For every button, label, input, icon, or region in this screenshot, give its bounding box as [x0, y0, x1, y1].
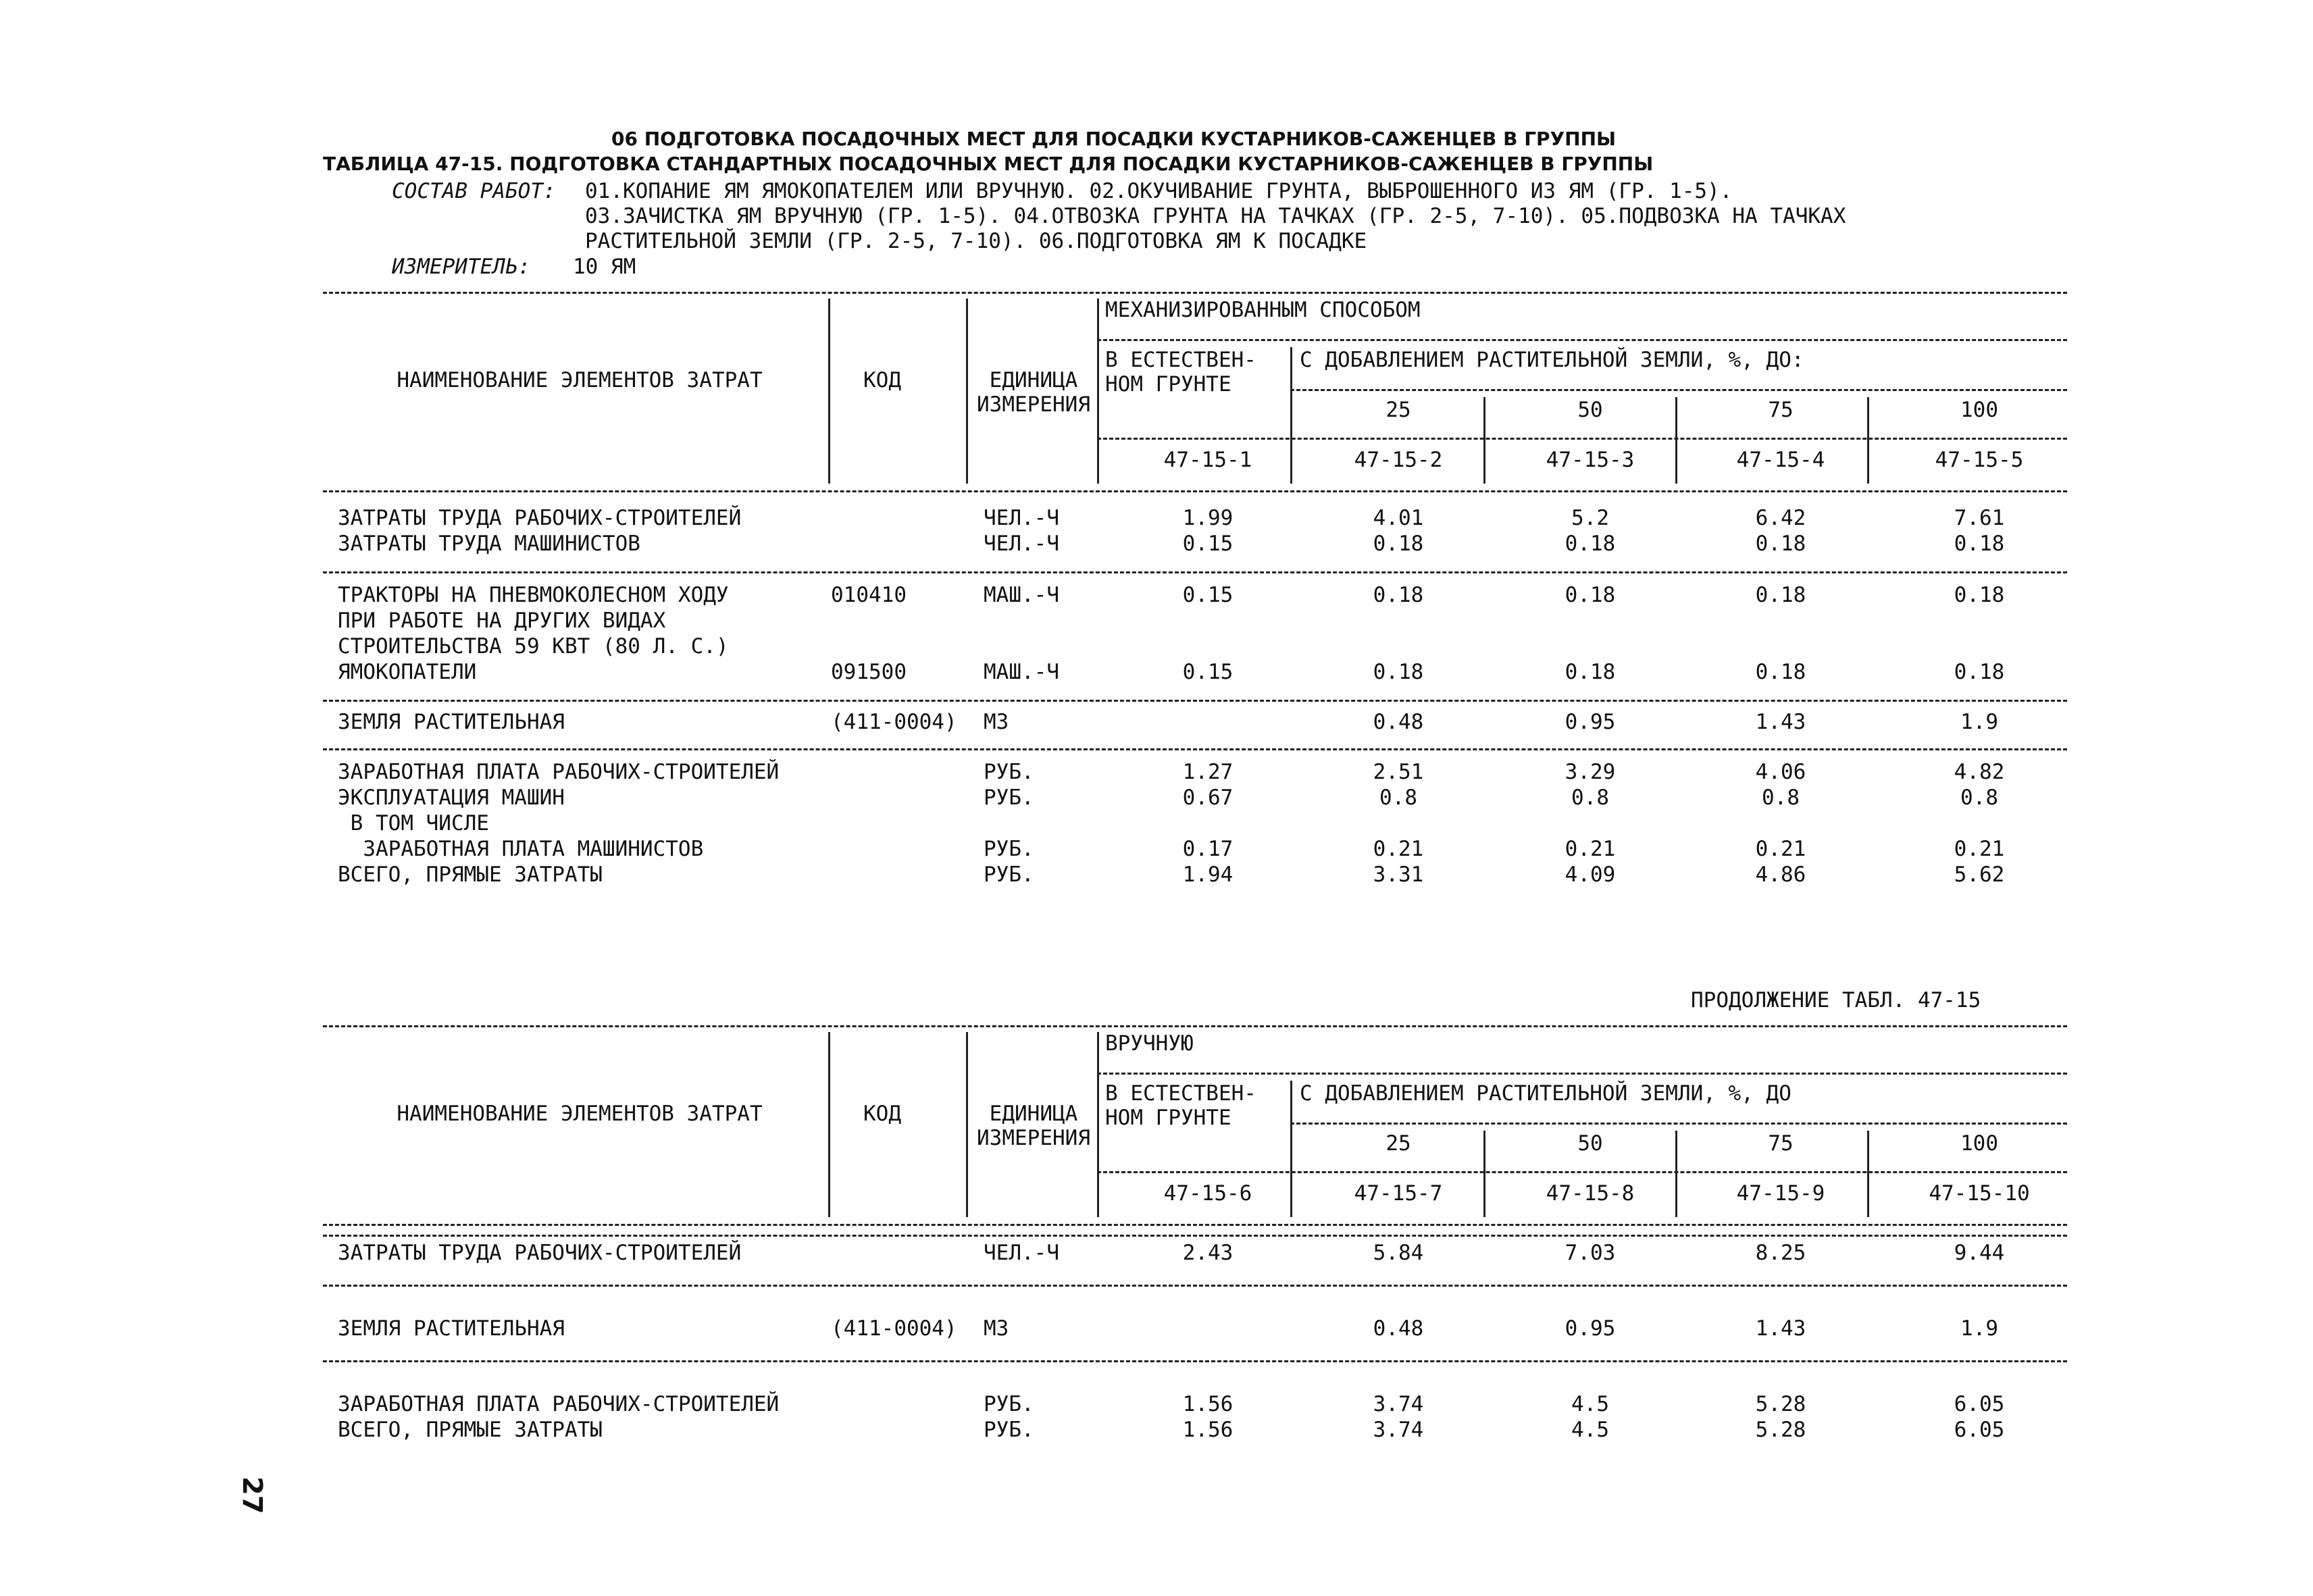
row-value: 0.15 — [1182, 583, 1234, 607]
row-value: 0.8 — [1960, 786, 1998, 810]
row-name: ЗАТРАТЫ ТРУДА МАШИНИСТОВ — [338, 532, 640, 556]
row-value: 1.43 — [1755, 710, 1806, 734]
column-divider — [828, 299, 830, 484]
row-name: ЗЕМЛЯ РАСТИТЕЛЬНАЯ — [338, 1316, 565, 1341]
header-method: МЕХАНИЗИРОВАННЫМ СПОСОБОМ — [1105, 298, 1421, 322]
header-unit-column-2: ИЗМЕРЕНИЯ — [977, 1126, 1090, 1150]
row-value: 7.03 — [1565, 1241, 1616, 1265]
row-value: 6.05 — [1954, 1392, 2005, 1416]
rule-line — [323, 1360, 2067, 1362]
row-value: 5.28 — [1755, 1392, 1806, 1416]
rule-line — [1097, 339, 2067, 341]
rule-line — [323, 571, 2067, 573]
rule-line — [323, 292, 2067, 294]
row-unit: МАШ.-Ч — [984, 583, 1059, 607]
rule-line — [323, 1224, 2067, 1226]
row-name: ЯМОКОПАТЕЛИ — [338, 660, 477, 684]
header-norm-code: 47-15-4 — [1736, 448, 1825, 472]
row-value: 9.44 — [1954, 1241, 2005, 1265]
header-norm-code: 47-15-2 — [1354, 448, 1443, 472]
rule-line — [1097, 438, 2067, 440]
row-value: 6.42 — [1755, 506, 1806, 530]
row-value: 0.18 — [1373, 583, 1424, 607]
row-value: 1.9 — [1960, 1316, 1998, 1341]
header-percent: 50 — [1577, 398, 1603, 422]
header-unit-column: ЕДИНИЦА — [989, 1102, 1078, 1126]
row-value: 0.15 — [1182, 532, 1234, 556]
row-value: 5.62 — [1954, 863, 2005, 887]
header-addition: С ДОБАВЛЕНИЕМ РАСТИТЕЛЬНОЙ ЗЕМЛИ, %, ДО — [1300, 1081, 1791, 1106]
header-percent: 75 — [1768, 398, 1794, 422]
row-code: 091500 — [831, 660, 907, 684]
meter-value: 10 ЯМ — [573, 255, 636, 279]
row-value: 3.74 — [1373, 1418, 1424, 1442]
row-unit: М3 — [984, 710, 1009, 734]
row-name: ПРИ РАБОТЕ НА ДРУГИХ ВИДАХ — [338, 609, 666, 633]
header-unit-column: ЕДИНИЦА — [989, 368, 1078, 392]
row-unit: ЧЕЛ.-Ч — [984, 506, 1059, 530]
row-unit: РУБ. — [984, 786, 1034, 810]
row-unit: ЧЕЛ.-Ч — [984, 532, 1059, 556]
row-value: 3.29 — [1565, 760, 1616, 784]
row-value: 0.18 — [1954, 660, 2005, 684]
rule-line — [323, 700, 2067, 702]
row-value: 0.18 — [1755, 532, 1806, 556]
row-value: 4.5 — [1571, 1418, 1609, 1442]
row-code: 010410 — [831, 583, 907, 607]
header-unit-column-2: ИЗМЕРЕНИЯ — [977, 392, 1090, 417]
row-value: 5.84 — [1373, 1241, 1424, 1265]
row-value: 0.67 — [1182, 786, 1234, 810]
header-norm-code: 47-15-10 — [1929, 1181, 2030, 1206]
row-value: 0.18 — [1565, 532, 1616, 556]
row-value: 0.95 — [1565, 710, 1616, 734]
row-value: 4.5 — [1571, 1392, 1609, 1416]
row-value: 0.8 — [1762, 786, 1800, 810]
header-norm-code: 47-15-6 — [1163, 1181, 1252, 1206]
row-value: 4.01 — [1373, 506, 1424, 530]
row-value: 0.95 — [1565, 1316, 1616, 1341]
row-value: 0.18 — [1565, 583, 1616, 607]
header-name-column: НАИМЕНОВАНИЕ ЭЛЕМЕНТОВ ЗАТРАТ — [397, 368, 763, 392]
row-value: 4.82 — [1954, 760, 2005, 784]
row-name: ВСЕГО, ПРЯМЫЕ ЗАТРАТЫ — [338, 863, 603, 887]
column-divider — [1867, 1131, 1869, 1217]
header-natural-soil-2: НОМ ГРУНТЕ — [1105, 1106, 1231, 1130]
row-unit: РУБ. — [984, 863, 1034, 887]
header-norm-code: 47-15-9 — [1736, 1181, 1825, 1206]
header-norm-code: 47-15-1 — [1163, 448, 1252, 472]
row-value: 8.25 — [1755, 1241, 1806, 1265]
column-divider — [1097, 299, 1099, 484]
row-name: ЗАРАБОТНАЯ ПЛАТА РАБОЧИХ-СТРОИТЕЛЕЙ — [338, 1392, 780, 1416]
column-divider — [1867, 397, 1869, 484]
row-value: 0.8 — [1379, 786, 1417, 810]
row-value: 3.31 — [1373, 863, 1424, 887]
row-unit: ЧЕЛ.-Ч — [984, 1241, 1059, 1265]
header-percent: 75 — [1768, 1131, 1794, 1156]
column-divider — [966, 1032, 968, 1217]
row-value: 0.8 — [1571, 786, 1609, 810]
row-value: 1.94 — [1182, 863, 1234, 887]
row-value: 0.18 — [1565, 660, 1616, 684]
row-value: 1.56 — [1182, 1392, 1234, 1416]
column-divider — [1290, 1081, 1292, 1217]
row-code: (411-0004) — [831, 710, 957, 734]
continuation-label: ПРОДОЛЖЕНИЕ ТАБЛ. 47-15 — [1691, 988, 1981, 1012]
row-value: 4.09 — [1565, 863, 1616, 887]
row-value: 1.99 — [1182, 506, 1234, 530]
column-divider — [1290, 347, 1292, 484]
header-norm-code: 47-15-8 — [1546, 1181, 1635, 1206]
rule-line — [323, 490, 2067, 492]
row-value: 7.61 — [1954, 506, 2005, 530]
row-value: 0.18 — [1755, 583, 1806, 607]
column-divider — [828, 1032, 830, 1217]
meter-label: ИЗМЕРИТЕЛЬ: — [392, 255, 531, 279]
row-value: 0.18 — [1373, 660, 1424, 684]
row-value: 1.9 — [1960, 710, 1998, 734]
header-percent: 100 — [1960, 1131, 1998, 1156]
row-name: ЗЕМЛЯ РАСТИТЕЛЬНАЯ — [338, 710, 565, 734]
rule-line — [1097, 1073, 2067, 1075]
row-value: 0.18 — [1954, 532, 2005, 556]
row-unit: М3 — [984, 1316, 1009, 1341]
row-name: ЗАТРАТЫ ТРУДА РАБОЧИХ-СТРОИТЕЛЕЙ — [338, 1241, 742, 1265]
column-divider — [1675, 1131, 1677, 1217]
row-name: ЗАРАБОТНАЯ ПЛАТА МАШИНИСТОВ — [338, 837, 704, 861]
row-value: 1.27 — [1182, 760, 1234, 784]
row-name: ЗАРАБОТНАЯ ПЛАТА РАБОЧИХ-СТРОИТЕЛЕЙ — [338, 760, 780, 784]
row-code: (411-0004) — [831, 1316, 957, 1341]
row-value: 0.17 — [1182, 837, 1234, 861]
work-line-2: 03.ЗАЧИСТКА ЯМ ВРУЧНУЮ (ГР. 1-5). 04.ОТВОЗКА ГРУНТА НА ТАЧКАХ (ГР. 2-5, 7-10). 05.ПОДВОЗКА НА ТАЧКАХ — [585, 204, 1846, 228]
table-title: ТАБЛИЦА 47-15. ПОДГОТОВКА СТАНДАРТНЫХ ПОСАДОЧНЫХ МЕСТ ДЛЯ ПОСАДКИ КУСТАРНИКОВ-САЖЕНЦЕВ В ГРУППЫ — [323, 153, 1654, 175]
header-percent: 100 — [1960, 398, 1998, 422]
row-value: 0.18 — [1755, 660, 1806, 684]
row-value: 0.21 — [1755, 837, 1806, 861]
work-label: СОСТАВ РАБОТ: — [392, 179, 556, 203]
header-natural-soil-2: НОМ ГРУНТЕ — [1105, 372, 1231, 396]
header-addition: С ДОБАВЛЕНИЕМ РАСТИТЕЛЬНОЙ ЗЕМЛИ, %, ДО: — [1300, 348, 1804, 372]
header-natural-soil: В ЕСТЕСТВЕН- — [1105, 348, 1256, 372]
header-natural-soil: В ЕСТЕСТВЕН- — [1105, 1081, 1256, 1106]
row-value: 2.51 — [1373, 760, 1424, 784]
row-unit: РУБ. — [984, 837, 1034, 861]
row-value: 4.86 — [1755, 863, 1806, 887]
row-name: ЗАТРАТЫ ТРУДА РАБОЧИХ-СТРОИТЕЛЕЙ — [338, 506, 742, 530]
rule-line — [323, 1025, 2067, 1027]
row-value: 0.21 — [1565, 837, 1616, 861]
header-method: ВРУЧНУЮ — [1105, 1031, 1194, 1056]
header-percent: 50 — [1577, 1131, 1603, 1156]
rule-line — [1097, 1171, 2067, 1173]
section-heading: 06 ПОДГОТОВКА ПОСАДОЧНЫХ МЕСТ ДЛЯ ПОСАДКИ КУСТАРНИКОВ-САЖЕНЦЕВ В ГРУППЫ — [611, 128, 1617, 150]
rule-line — [1290, 389, 2067, 391]
header-percent: 25 — [1386, 398, 1411, 422]
rule-line — [323, 1285, 2067, 1287]
row-name: ТРАКТОРЫ НА ПНЕВМОКОЛЕСНОМ ХОДУ — [338, 583, 729, 607]
row-value: 0.48 — [1373, 1316, 1424, 1341]
row-value: 0.18 — [1373, 532, 1424, 556]
column-divider — [1483, 1131, 1485, 1217]
header-code-column: КОД — [863, 368, 901, 392]
row-value: 0.21 — [1373, 837, 1424, 861]
column-divider — [1483, 397, 1485, 484]
row-name: ВСЕГО, ПРЯМЫЕ ЗАТРАТЫ — [338, 1418, 603, 1442]
work-line-1: 01.КОПАНИЕ ЯМ ЯМОКОПАТЕЛЕМ ИЛИ ВРУЧНУЮ. 02.ОКУЧИВАНИЕ ГРУНТА, ВЫБРОШЕННОГО ИЗ ЯМ (ГР. 1-5). — [585, 179, 1733, 203]
row-value: 0.15 — [1182, 660, 1234, 684]
row-value: 0.48 — [1373, 710, 1424, 734]
column-divider — [1675, 397, 1677, 484]
row-value: 4.06 — [1755, 760, 1806, 784]
rule-line — [323, 748, 2067, 750]
row-value: 0.21 — [1954, 837, 2005, 861]
column-divider — [966, 299, 968, 484]
row-value: 5.2 — [1571, 506, 1609, 530]
header-norm-code: 47-15-7 — [1354, 1181, 1443, 1206]
header-norm-code: 47-15-5 — [1935, 448, 2024, 472]
row-unit: РУБ. — [984, 760, 1034, 784]
row-value: 3.74 — [1373, 1392, 1424, 1416]
row-unit: МАШ.-Ч — [984, 660, 1059, 684]
column-divider — [1097, 1032, 1099, 1217]
row-value: 2.43 — [1182, 1241, 1234, 1265]
work-line-3: РАСТИТЕЛЬНОЙ ЗЕМЛИ (ГР. 2-5, 7-10). 06.ПОДГОТОВКА ЯМ К ПОСАДКЕ — [585, 229, 1367, 253]
rule-line — [1290, 1123, 2067, 1125]
row-unit: РУБ. — [984, 1418, 1034, 1442]
row-name: СТРОИТЕЛЬСТВА 59 КВТ (80 Л. С.) — [338, 634, 729, 659]
header-code-column: КОД — [863, 1102, 901, 1126]
header-norm-code: 47-15-3 — [1546, 448, 1635, 472]
row-value: 0.18 — [1954, 583, 2005, 607]
rule-line — [323, 1235, 2067, 1237]
row-value: 1.56 — [1182, 1418, 1234, 1442]
row-unit: РУБ. — [984, 1392, 1034, 1416]
row-value: 5.28 — [1755, 1418, 1806, 1442]
page-number: 27 — [236, 1476, 268, 1514]
header-name-column: НАИМЕНОВАНИЕ ЭЛЕМЕНТОВ ЗАТРАТ — [397, 1102, 763, 1126]
row-value: 6.05 — [1954, 1418, 2005, 1442]
row-name: ЭКСПЛУАТАЦИЯ МАШИН — [338, 786, 565, 810]
row-value: 1.43 — [1755, 1316, 1806, 1341]
header-percent: 25 — [1386, 1131, 1411, 1156]
row-name: В ТОМ ЧИСЛЕ — [338, 811, 489, 835]
